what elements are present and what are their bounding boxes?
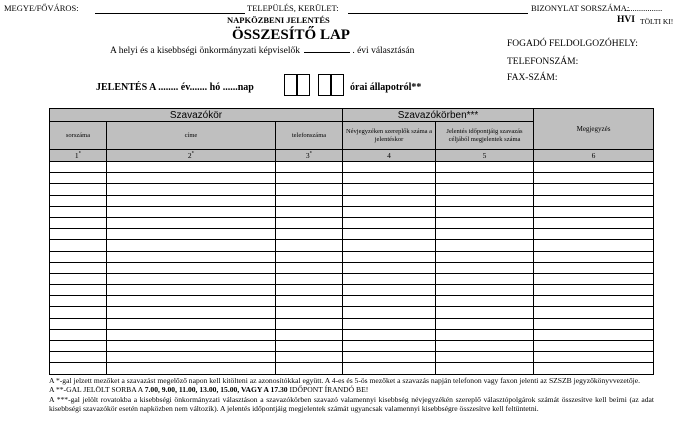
table-cell[interactable]: [436, 217, 534, 228]
col-megjelentek: Jelentés időpontjáig szavazás céljából megjelentek száma: [436, 122, 534, 150]
hvi-suffix: TÖLTI KI!: [640, 17, 674, 26]
table-cell[interactable]: [50, 262, 107, 273]
year-field[interactable]: [304, 52, 350, 53]
num-5: 5: [436, 150, 534, 162]
table-cell[interactable]: [276, 240, 343, 251]
num-1: 1*: [50, 150, 107, 162]
table-row: [50, 352, 654, 363]
table-cell[interactable]: [534, 251, 654, 262]
table-row: [50, 217, 654, 228]
table-cell[interactable]: [534, 195, 654, 206]
table-cell[interactable]: [50, 162, 107, 173]
table-cell[interactable]: [276, 217, 343, 228]
table-cell[interactable]: [436, 229, 534, 240]
table-cell[interactable]: [276, 173, 343, 184]
col-telefon: telefonszáma: [276, 122, 343, 150]
table-cell[interactable]: [107, 352, 276, 363]
table-cell[interactable]: [343, 184, 436, 195]
footnote-3: A ***-gal jelölt rovatokba a kisebbségi önkormányzati választáson a szavazókörben szavazó valamennyi kisebbség névjegyzékén szereplő választópolgárok számát összesítve kell beírni (az adat kisebbségi szavazókör esetén napközben nem változik). A jelentés időpontjáig megjelentek számát ugyancsak valamennyi kisebbségre összesítve kell feltüntetni.: [49, 394, 654, 414]
table-row: [50, 184, 654, 195]
table-cell[interactable]: [107, 262, 276, 273]
table-cell[interactable]: [534, 184, 654, 195]
table-cell[interactable]: [107, 206, 276, 217]
table-cell[interactable]: [534, 363, 654, 374]
num-3: 3*: [276, 150, 343, 162]
table-cell[interactable]: [343, 229, 436, 240]
table-row: [50, 162, 654, 173]
table-cell[interactable]: [436, 296, 534, 307]
table-cell[interactable]: [276, 273, 343, 284]
table-cell[interactable]: [343, 341, 436, 352]
table-cell[interactable]: [534, 352, 654, 363]
table-cell[interactable]: [276, 206, 343, 217]
table-cell[interactable]: [107, 195, 276, 206]
table-row: [50, 318, 654, 329]
table-cell[interactable]: [436, 307, 534, 318]
footnote-2: A **-GAL JELÖLT SORBA A 7.00, 9.00, 11.00, 13.00, 15.00, VAGY A 17.30 IDŐPONT ÍRANDÓ BE!: [49, 385, 369, 395]
table-cell[interactable]: [343, 296, 436, 307]
table-cell[interactable]: [276, 352, 343, 363]
table-row: [50, 173, 654, 184]
table-cell[interactable]: [50, 217, 107, 228]
table-row: [50, 285, 654, 296]
megye-label: MEGYE/FŐVÁROS:: [4, 3, 79, 13]
table-cell[interactable]: [276, 285, 343, 296]
col-megjegyzes: Megjegyzés: [534, 109, 654, 150]
table-row: [50, 363, 654, 374]
table-cell[interactable]: [50, 251, 107, 262]
hvi-code: HVI: [617, 15, 635, 25]
table-cell[interactable]: [107, 329, 276, 340]
table-cell[interactable]: [50, 352, 107, 363]
table-cell[interactable]: [436, 285, 534, 296]
fax-label: FAX-SZÁM:: [507, 73, 558, 83]
table-cell[interactable]: [534, 217, 654, 228]
report-prefix: JELENTÉS A ........ év....... hó ......nap: [96, 82, 254, 93]
table-row: [50, 329, 654, 340]
minute-digit-2-box[interactable]: [331, 74, 344, 96]
col-nevjegyzek: Névjegyzéken szereplők száma a jelentéskor: [343, 122, 436, 150]
report-table: [49, 108, 654, 375]
group-szavazokorben: Szavazókörben***: [343, 109, 534, 122]
table-cell[interactable]: [107, 229, 276, 240]
table-cell[interactable]: [50, 285, 107, 296]
table-cell[interactable]: [50, 307, 107, 318]
table-cell[interactable]: [343, 251, 436, 262]
table-cell[interactable]: [50, 329, 107, 340]
table-cell[interactable]: [276, 318, 343, 329]
table-cell[interactable]: [534, 162, 654, 173]
table-cell[interactable]: [107, 273, 276, 284]
table-cell[interactable]: [107, 173, 276, 184]
table-cell[interactable]: [107, 363, 276, 374]
table-cell[interactable]: [107, 341, 276, 352]
table-row: [50, 229, 654, 240]
table-cell[interactable]: [436, 341, 534, 352]
footnote-1: A *-gal jelzett mezőket a szavazást megelőző napon kell kitölteni az azonosítókkal együtt. A 4-es és 5-ös mezőket a szavazás napján telefonon vagy faxon jelenti az SZSZB jegyzőkönyvvezetője.: [49, 376, 641, 385]
table-cell[interactable]: [50, 195, 107, 206]
minute-digit-1-box[interactable]: [318, 74, 331, 96]
table-row: [50, 262, 654, 273]
election-prefix: A helyi és a kisebbségi önkormányzati képviselők: [110, 46, 300, 56]
table-cell[interactable]: [436, 273, 534, 284]
table-cell[interactable]: [50, 240, 107, 251]
table-cell[interactable]: [107, 251, 276, 262]
table-cell[interactable]: [534, 229, 654, 240]
table-cell[interactable]: [276, 307, 343, 318]
table-cell[interactable]: [343, 329, 436, 340]
table-cell[interactable]: [107, 307, 276, 318]
table-cell[interactable]: [107, 217, 276, 228]
page-title: ÖSSZESÍTŐ LAP: [232, 27, 350, 43]
table-cell[interactable]: [343, 307, 436, 318]
table-cell[interactable]: [50, 296, 107, 307]
table-row: [50, 341, 654, 352]
table-cell[interactable]: [534, 206, 654, 217]
table-cell[interactable]: [343, 318, 436, 329]
table-cell[interactable]: [436, 262, 534, 273]
table-cell[interactable]: [50, 363, 107, 374]
table-cell[interactable]: [343, 206, 436, 217]
table-cell[interactable]: [343, 273, 436, 284]
col-cime: címe: [107, 122, 276, 150]
table-cell[interactable]: [343, 262, 436, 273]
table-row: [50, 296, 654, 307]
table-cell[interactable]: [534, 307, 654, 318]
phone-label: TELEFONSZÁM:: [507, 57, 579, 67]
table-cell[interactable]: [343, 240, 436, 251]
table-cell[interactable]: [276, 363, 343, 374]
telepules-label: TELEPÜLÉS, KERÜLET:: [247, 3, 339, 13]
table-cell[interactable]: [276, 262, 343, 273]
table-row: [50, 240, 654, 251]
table-cell[interactable]: [343, 162, 436, 173]
table-cell[interactable]: [276, 195, 343, 206]
table-cell[interactable]: [107, 296, 276, 307]
table-cell[interactable]: [436, 184, 534, 195]
election-suffix: . évi választásán: [352, 46, 415, 56]
table-cell[interactable]: [50, 318, 107, 329]
table-row: [50, 195, 654, 206]
table-cell[interactable]: [534, 240, 654, 251]
hour-digit-2-box[interactable]: [297, 74, 310, 96]
group-szavazokor: Szavazókör: [50, 109, 343, 122]
table-cell[interactable]: [107, 240, 276, 251]
num-2: 2*: [107, 150, 276, 162]
num-6: 6: [534, 150, 654, 162]
table-cell[interactable]: [436, 162, 534, 173]
table-row: [50, 307, 654, 318]
table-cell[interactable]: [107, 285, 276, 296]
table-cell[interactable]: [276, 329, 343, 340]
table-cell[interactable]: [534, 296, 654, 307]
processor-label: FOGADÓ FELDOLGOZÓHELY:: [507, 39, 638, 49]
table-cell[interactable]: [436, 251, 534, 262]
table-cell[interactable]: [436, 329, 534, 340]
table-cell[interactable]: [276, 341, 343, 352]
table-cell[interactable]: [107, 318, 276, 329]
hour-digit-1-box[interactable]: [284, 74, 297, 96]
table-cell[interactable]: [276, 184, 343, 195]
bizonylat-label: BIZONYLAT SORSZÁMA:: [531, 3, 630, 13]
table-cell[interactable]: [343, 195, 436, 206]
election-line: [110, 46, 414, 56]
table-cell[interactable]: [107, 162, 276, 173]
table-cell[interactable]: [276, 162, 343, 173]
table-cell[interactable]: [50, 229, 107, 240]
table-cell[interactable]: [50, 184, 107, 195]
telepules-field[interactable]: [348, 13, 528, 14]
table-cell[interactable]: [343, 173, 436, 184]
table-cell[interactable]: [534, 318, 654, 329]
table-cell[interactable]: [50, 273, 107, 284]
table-cell[interactable]: [276, 296, 343, 307]
footnotes: [49, 376, 654, 414]
num-4: 4: [343, 150, 436, 162]
subtitle: NAPKÖZBENI JELENTÉS: [227, 15, 330, 25]
table-cell[interactable]: [107, 184, 276, 195]
report-suffix: órai állapotról**: [350, 82, 422, 93]
table-cell[interactable]: [534, 341, 654, 352]
table-cell[interactable]: [436, 240, 534, 251]
table-cell[interactable]: [534, 173, 654, 184]
table-cell[interactable]: [50, 173, 107, 184]
table-row: [50, 206, 654, 217]
table-cell[interactable]: [276, 229, 343, 240]
table-cell[interactable]: [343, 217, 436, 228]
col-sorszam: sorszáma: [50, 122, 107, 150]
table-cell[interactable]: [343, 363, 436, 374]
table-cell[interactable]: [50, 206, 107, 217]
table-cell[interactable]: [436, 173, 534, 184]
table-cell[interactable]: [436, 352, 534, 363]
table-cell[interactable]: [343, 352, 436, 363]
table-cell[interactable]: [50, 341, 107, 352]
bizonylat-field[interactable]: ..................: [624, 3, 663, 13]
table-cell[interactable]: [436, 363, 534, 374]
table-cell[interactable]: [534, 285, 654, 296]
megye-field[interactable]: [95, 13, 245, 14]
table-cell[interactable]: [534, 273, 654, 284]
table-cell[interactable]: [436, 318, 534, 329]
table-cell[interactable]: [436, 195, 534, 206]
table-cell[interactable]: [534, 329, 654, 340]
table-cell[interactable]: [436, 206, 534, 217]
table-cell[interactable]: [534, 262, 654, 273]
table-cell[interactable]: [276, 251, 343, 262]
table-row: [50, 273, 654, 284]
table-cell[interactable]: [343, 285, 436, 296]
table-row: [50, 251, 654, 262]
